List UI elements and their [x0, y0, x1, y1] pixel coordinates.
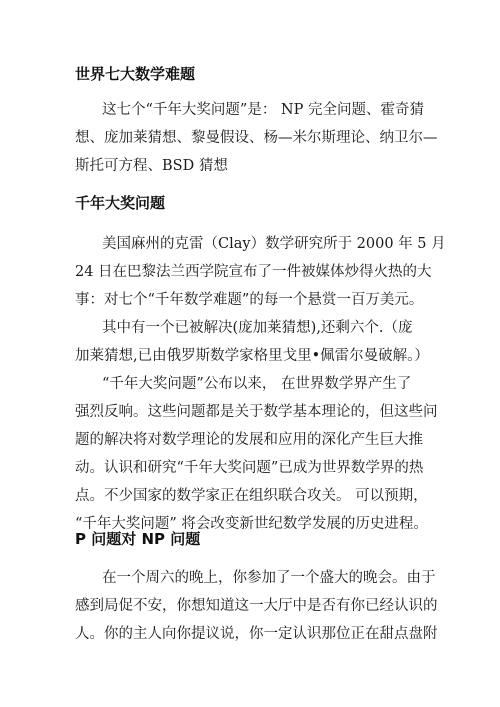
paragraph-line: 想、庞加莱猜想、黎曼假设、杨—米尔斯理论、纳卫尔— [75, 130, 438, 146]
paragraph-line: 其中有一个已被解决(庞加莱猜想),还剩六个.（庞 [102, 320, 413, 336]
paragraph-line: 题的解决将对数学理论的发展和应用的深化产生巨大推 [75, 432, 423, 448]
heading-seven-problems: 世界七大数学难题 [75, 65, 196, 83]
paragraph-line: 事：对七个“千年数学难题”的每一个悬赏一百万美元。 [75, 292, 424, 308]
paragraph-line: 24 日在巴黎法兰西学院宣布了一件被媒体炒得火热的大 [75, 264, 432, 280]
paragraph-line: 动。认识和研究“千年大奖问题”已成为世界数学界的热 [75, 460, 424, 476]
heading-millennium-prize: 千年大奖问题 [75, 194, 166, 212]
paragraph-line: “千年大奖问题” 将会改变新世纪数学发展的历史进程。 [75, 516, 428, 532]
paragraph-line: 斯托可方程、BSD 猜想 [75, 158, 228, 174]
paragraph-line: 这七个“千年大奖问题”是： NP 完全问题、霍奇猜 [102, 102, 424, 118]
paragraph-line: 点。不少国家的数学家正在组织联合攻关。 可以预期， [75, 488, 428, 504]
paragraph-line: 强烈反响。这些问题都是关于数学基本理论的，但这些问 [75, 404, 438, 420]
paragraph-line: 人。你的主人向你提议说，你一定认识那位正在甜点盘附 [75, 626, 438, 642]
paragraph-line: 加莱猜想,已由俄罗斯数学家格里戈里•佩雷尔曼破解。） [75, 348, 429, 364]
paragraph-line: “千年大奖问题”公布以来， 在世界数学界产生了 [102, 376, 412, 392]
paragraph-line: 感到局促不安，你想知道这一大厅中是否有你已经认识的 [75, 598, 438, 614]
heading-p-vs-np: P 问题对 NP 问题 [75, 530, 201, 548]
paragraph-line: 在一个周六的晚上，你参加了一个盛大的晚会。由于 [102, 570, 436, 586]
paragraph-line: 美国麻州的克雷（Clay）数学研究所于 2000 年 5 月 [102, 236, 446, 252]
